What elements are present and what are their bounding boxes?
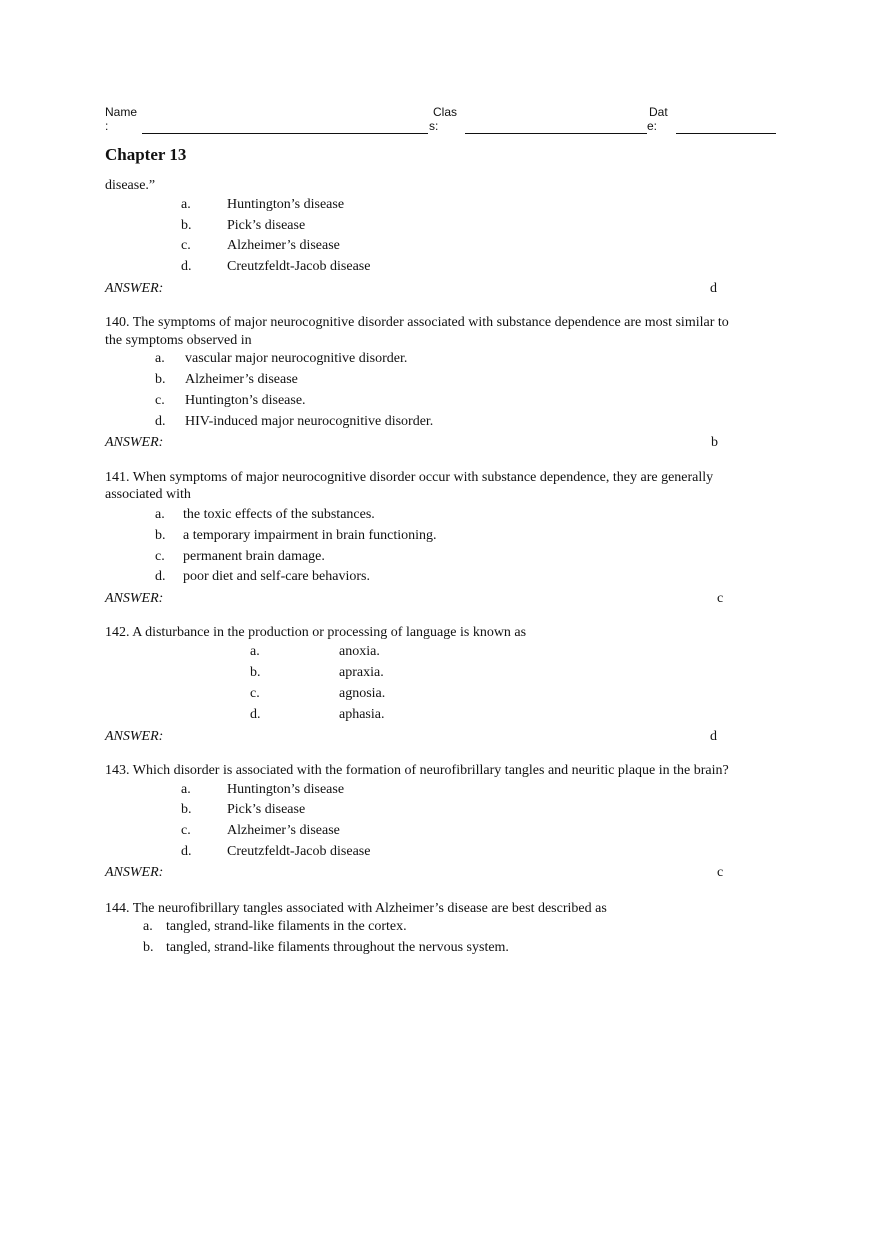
option-text: Alzheimer’s disease (227, 238, 340, 253)
name-label-colon: : (105, 119, 109, 133)
date-label: Dat (649, 105, 668, 119)
answer-value: d (710, 729, 717, 744)
answer-value: d (710, 281, 717, 296)
option-text: Alzheimer’s disease (185, 372, 298, 387)
option-letter: c. (155, 393, 165, 408)
option-letter: b. (155, 372, 166, 387)
option-text: poor diet and self-care behaviors. (183, 569, 370, 584)
name-label: Name (105, 105, 138, 119)
question-stem: 141. When symptoms of major neurocognitive disorder occur with substance dependence, they are generally (105, 470, 714, 485)
option-text: a temporary impairment in brain functioning. (183, 528, 437, 543)
answer-value: b (711, 435, 718, 450)
answer-label: ANSWER: (105, 591, 164, 606)
option-text: Creutzfeldt-Jacob disease (227, 259, 371, 274)
option-letter: b. (181, 802, 192, 817)
option-letter: d. (181, 844, 192, 859)
option-text: Huntington’s disease (227, 782, 345, 797)
option-text: anoxia. (339, 644, 380, 659)
option-letter: a. (181, 782, 191, 797)
option-letter: b. (155, 528, 166, 543)
option-letter: c. (155, 549, 165, 564)
option-letter: a. (181, 197, 191, 212)
class-field[interactable] (465, 133, 647, 134)
question-stem: 142. A disturbance in the production or processing of language is known as (105, 625, 527, 640)
option-text: agnosia. (339, 686, 386, 701)
answer-label: ANSWER: (105, 281, 164, 296)
option-text: Creutzfeldt-Jacob disease (227, 844, 371, 859)
option-letter: d. (155, 414, 166, 429)
option-text: permanent brain damage. (183, 549, 325, 564)
option-text: Huntington’s disease (227, 197, 345, 212)
question-stem: 140. The symptoms of major neurocognitive disorder associated with substance dependence are most similar to (105, 315, 729, 330)
option-letter: a. (250, 644, 260, 659)
option-text: Pick’s disease (227, 218, 306, 233)
question-stem: the symptoms observed in (105, 333, 252, 348)
class-label: Clas (433, 105, 458, 119)
option-letter: b. (181, 218, 192, 233)
option-letter: a. (155, 507, 165, 522)
option-letter: d. (155, 569, 166, 584)
question-stem: 143. Which disorder is associated with the formation of neurofibrillary tangles and neuritic plaque in the brain? (105, 763, 729, 778)
name-field[interactable] (142, 133, 428, 134)
date-field[interactable] (676, 133, 776, 134)
option-text: Alzheimer’s disease (227, 823, 340, 838)
option-text: tangled, strand-like filaments throughout the nervous system. (166, 940, 509, 955)
option-text: tangled, strand-like filaments in the cortex. (166, 919, 407, 934)
answer-label: ANSWER: (105, 435, 164, 450)
option-letter: b. (143, 940, 154, 955)
option-letter: a. (155, 351, 165, 366)
option-text: HIV-induced major neurocognitive disorder. (185, 414, 434, 429)
answer-value: c (717, 591, 724, 606)
option-letter: a. (143, 919, 153, 934)
option-letter: b. (250, 665, 261, 680)
option-letter: c. (181, 238, 191, 253)
chapter-title: Chapter 13 (105, 145, 187, 164)
question-stem: disease.” (105, 178, 156, 193)
option-text: aphasia. (339, 707, 385, 722)
option-letter: d. (250, 707, 261, 722)
option-text: Huntington’s disease. (185, 393, 306, 408)
question-stem: associated with (105, 487, 191, 502)
option-text: the toxic effects of the substances. (183, 507, 375, 522)
option-text: vascular major neurocognitive disorder. (185, 351, 408, 366)
option-letter: d. (181, 259, 192, 274)
date-label-colon: e: (647, 119, 658, 133)
question-stem: 144. The neurofibrillary tangles associated with Alzheimer’s disease are best described as (105, 901, 607, 916)
answer-value: c (717, 865, 724, 880)
option-text: apraxia. (339, 665, 384, 680)
answer-label: ANSWER: (105, 729, 164, 744)
class-label-colon: s: (429, 119, 439, 133)
option-letter: c. (181, 823, 191, 838)
option-letter: c. (250, 686, 260, 701)
option-text: Pick’s disease (227, 802, 306, 817)
answer-label: ANSWER: (105, 865, 164, 880)
